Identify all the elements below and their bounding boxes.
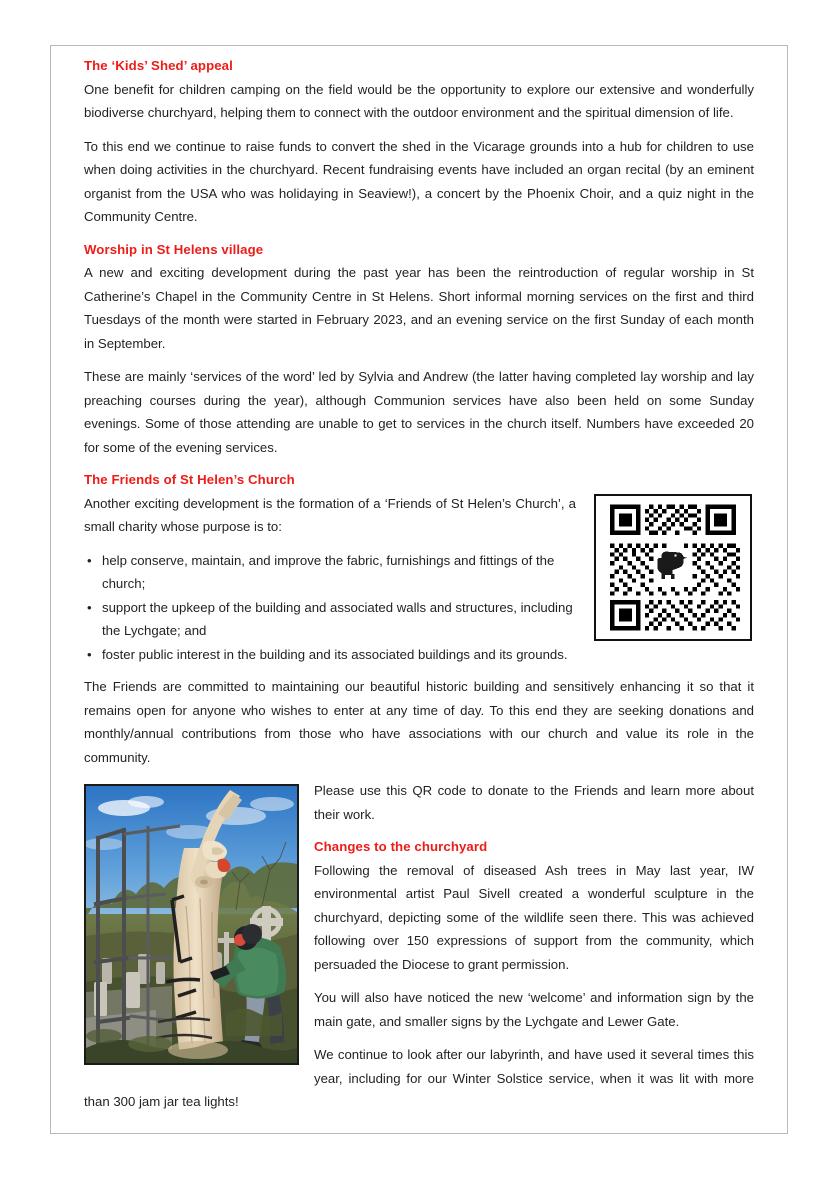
paragraph-worship-1: A new and exciting development during the past year has been the reintroduction of regular worship in St Catherine’s Chapel in the Community Centre in St Helens. Short informal morning services on the first and third Tuesdays of the month were started in February 2023, and an evening service on the first Sunday of each month in September. <box>84 265 754 351</box>
list-item-text: foster public interest in the building and its associated buildings and its grounds. <box>102 646 568 662</box>
paragraph-friends-commitment: The Friends are committed to maintaining our beautiful historic building and sensitively enhancing it so that it remains open for anyone who wishes to enter at any time of day. To this end they are seeking donations and monthly/annual contributions from those who have associations with our church and value its role in the community. <box>84 679 754 765</box>
paragraph-churchyard-2: You will also have noticed the new ‘welcome’ and information sign by the main gate, and smaller signs by the Lychgate and Lewer Gate. <box>314 990 754 1029</box>
paragraph-kids-shed-2: To this end we continue to raise funds to convert the shed in the Vicarage grounds into a hub for children to use when doing activities in the churchyard. Recent fundraising events have included an organ recital (by an eminent organist from the USA who was holidaying in Seaview!), a concert by the Phoenix Choir, and a quiz night in the Community Centre. <box>84 138 754 224</box>
page-content <box>84 58 754 1114</box>
photo-figure <box>84 784 299 1065</box>
bullet-marker: • <box>87 552 92 568</box>
bullet-marker: • <box>87 646 92 662</box>
paragraph-qr-instruction: Please use this QR code to donate to the Friends and learn more about their work. <box>314 783 754 822</box>
list-item <box>84 549 754 596</box>
paragraph-friends-intro: Another exciting development is the formation of a ‘Friends of St Helen’s Church’, a small charity whose purpose is to: <box>84 495 576 534</box>
list-item-text: support the upkeep of the building and associated walls and structures, including the Lychgate; and <box>102 599 573 638</box>
bullet-marker: • <box>87 599 92 615</box>
heading-friends-of-st-helens: The Friends of St Helen’s Church <box>84 472 295 487</box>
document-page <box>50 45 788 1134</box>
paragraph-worship-2: These are mainly ‘services of the word’ led by Sylvia and Andrew (the latter having completed lay worship and lay preaching courses during the year), although Communion services have also been held on some Sunday evenings. Some of those attending are unable to get to services in the church itself. Numbers have exceeded 20 for some of the evening services. <box>84 369 754 455</box>
tree-sculpture-photo <box>84 784 299 1065</box>
paragraph-churchyard-3: We continue to look after our labyrinth, and have used it several times this year, including for our Winter Solstice service, when it was lit with more than 300 jam jar tea lights! <box>84 1047 754 1109</box>
list-item <box>84 596 754 643</box>
friends-purpose-list <box>84 549 754 667</box>
heading-kids-shed: The ‘Kids’ Shed’ appeal <box>84 58 233 73</box>
list-item <box>84 643 754 667</box>
paragraph-kids-shed-1: One benefit for children camping on the field would be the opportunity to explore our extensive and wonderfully biodiverse churchyard, helping them to connect with the outdoor environment and the spiritual dimension of life. <box>84 81 754 120</box>
list-item-text: help conserve, maintain, and improve the fabric, furnishings and fittings of the church; <box>102 552 555 591</box>
heading-changes-to-churchyard: Changes to the churchyard <box>314 839 488 854</box>
heading-worship-st-helens: Worship in St Helens village <box>84 241 264 257</box>
tree-sculpture-illustration <box>86 786 297 1063</box>
paragraph-churchyard-1: Following the removal of diseased Ash trees in May last year, IW environmental artist Paul Sivell created a wonderful sculpture in the churchyard, depicting some of the wildlife seen there. This was achieved following over 150 expressions of support from the community, which persuaded the Diocese to grant permission. <box>314 862 754 972</box>
